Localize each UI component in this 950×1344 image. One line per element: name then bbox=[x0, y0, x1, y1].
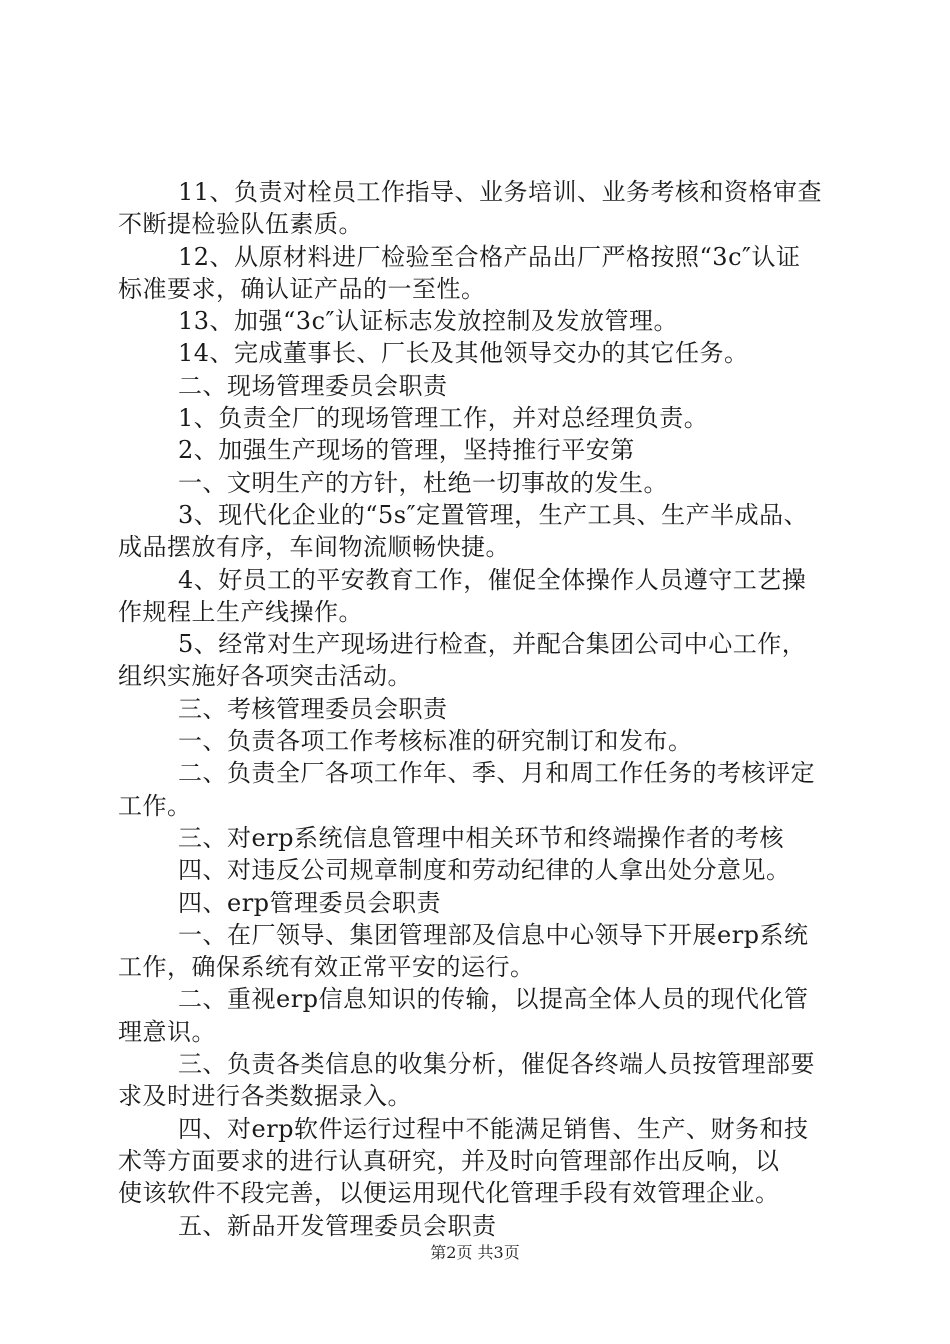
text-line: 一、文明生产的方针，杜绝一切事故的发生。 bbox=[178, 468, 668, 497]
page-footer: 第2页 共3页 bbox=[430, 1243, 520, 1262]
text-line: 11、负责对栓员工作指导、业务培训、业务考核和资格审查 bbox=[178, 178, 823, 206]
text-line: 13、加强“3c″认证标志发放控制及发放管理。 bbox=[178, 307, 678, 336]
text-line: 一、负责各项工作考核标准的研究制订和发布。 bbox=[178, 727, 693, 756]
text-line: 不断提检验队伍素质。 bbox=[118, 210, 363, 239]
text-line: 三、考核管理委员会职责 bbox=[178, 694, 448, 723]
text-line: 工作。 bbox=[118, 791, 192, 820]
text-line: 1、负责全厂的现场管理工作，并对总经理负责。 bbox=[178, 404, 709, 433]
text-line: 三、负责各类信息的收集分析，催促各终端人员按管理部要 bbox=[178, 1050, 815, 1079]
text-line: 四、erp管理委员会职责 bbox=[178, 888, 442, 917]
text-line: 成品摆放有序，车间物流顺畅快捷。 bbox=[118, 533, 510, 562]
text-line: 4、好员工的平安教育工作，催促全体操作人员遵守工艺操 bbox=[178, 565, 807, 594]
text-line: 工作，确保系统有效正常平安的运行。 bbox=[118, 953, 535, 982]
text-line: 理意识。 bbox=[118, 1017, 216, 1046]
text-line: 12、从原材料进厂检验至合格产品出厂严格按照“3c″认证 bbox=[178, 242, 801, 271]
document-body bbox=[118, 176, 848, 1242]
text-line: 作规程上生产线操作。 bbox=[118, 597, 363, 626]
text-line: 三、对erp系统信息管理中相关环节和终端操作者的考核 bbox=[178, 823, 785, 852]
text-line: 14、完成董事长、厂长及其他领导交办的其它任务。 bbox=[178, 339, 749, 368]
text-line: 2、加强生产现场的管理，坚持推行平安第 bbox=[178, 436, 635, 465]
text-line: 标准要求，确认证产品的一至性。 bbox=[118, 274, 486, 303]
text-line: 5、经常对生产现场进行检查，并配合集团公司中心工作， bbox=[178, 630, 807, 659]
text-line: 二、现场管理委员会职责 bbox=[178, 371, 448, 400]
text-line: 术等方面要求的进行认真研究，并及时向管理部作出反响，以 bbox=[118, 1146, 780, 1175]
text-line: 一、在厂领导、集团管理部及信息中心领导下开展erp系统 bbox=[178, 920, 809, 949]
text-line: 二、重视erp信息知识的传输，以提高全体人员的现代化管 bbox=[178, 985, 809, 1014]
text-line: 3、现代化企业的“5s″定置管理，生产工具、生产半成品、 bbox=[178, 500, 809, 529]
text-line: 四、对erp软件运行过程中不能满足销售、生产、财务和技 bbox=[178, 1114, 809, 1143]
text-line: 求及时进行各类数据录入。 bbox=[118, 1082, 412, 1111]
text-line: 四、对违反公司规章制度和劳动纪律的人拿出处分意见。 bbox=[178, 856, 791, 885]
text-line: 使该软件不段完善，以便运用现代化管理手段有效管理企业。 bbox=[118, 1179, 780, 1208]
text-line: 二、负责全厂各项工作年、季、月和周工作任务的考核评定 bbox=[178, 759, 815, 788]
text-line: 五、新品开发管理委员会职责 bbox=[178, 1211, 497, 1240]
text-line: 组织实施好各项突击活动。 bbox=[118, 662, 412, 691]
